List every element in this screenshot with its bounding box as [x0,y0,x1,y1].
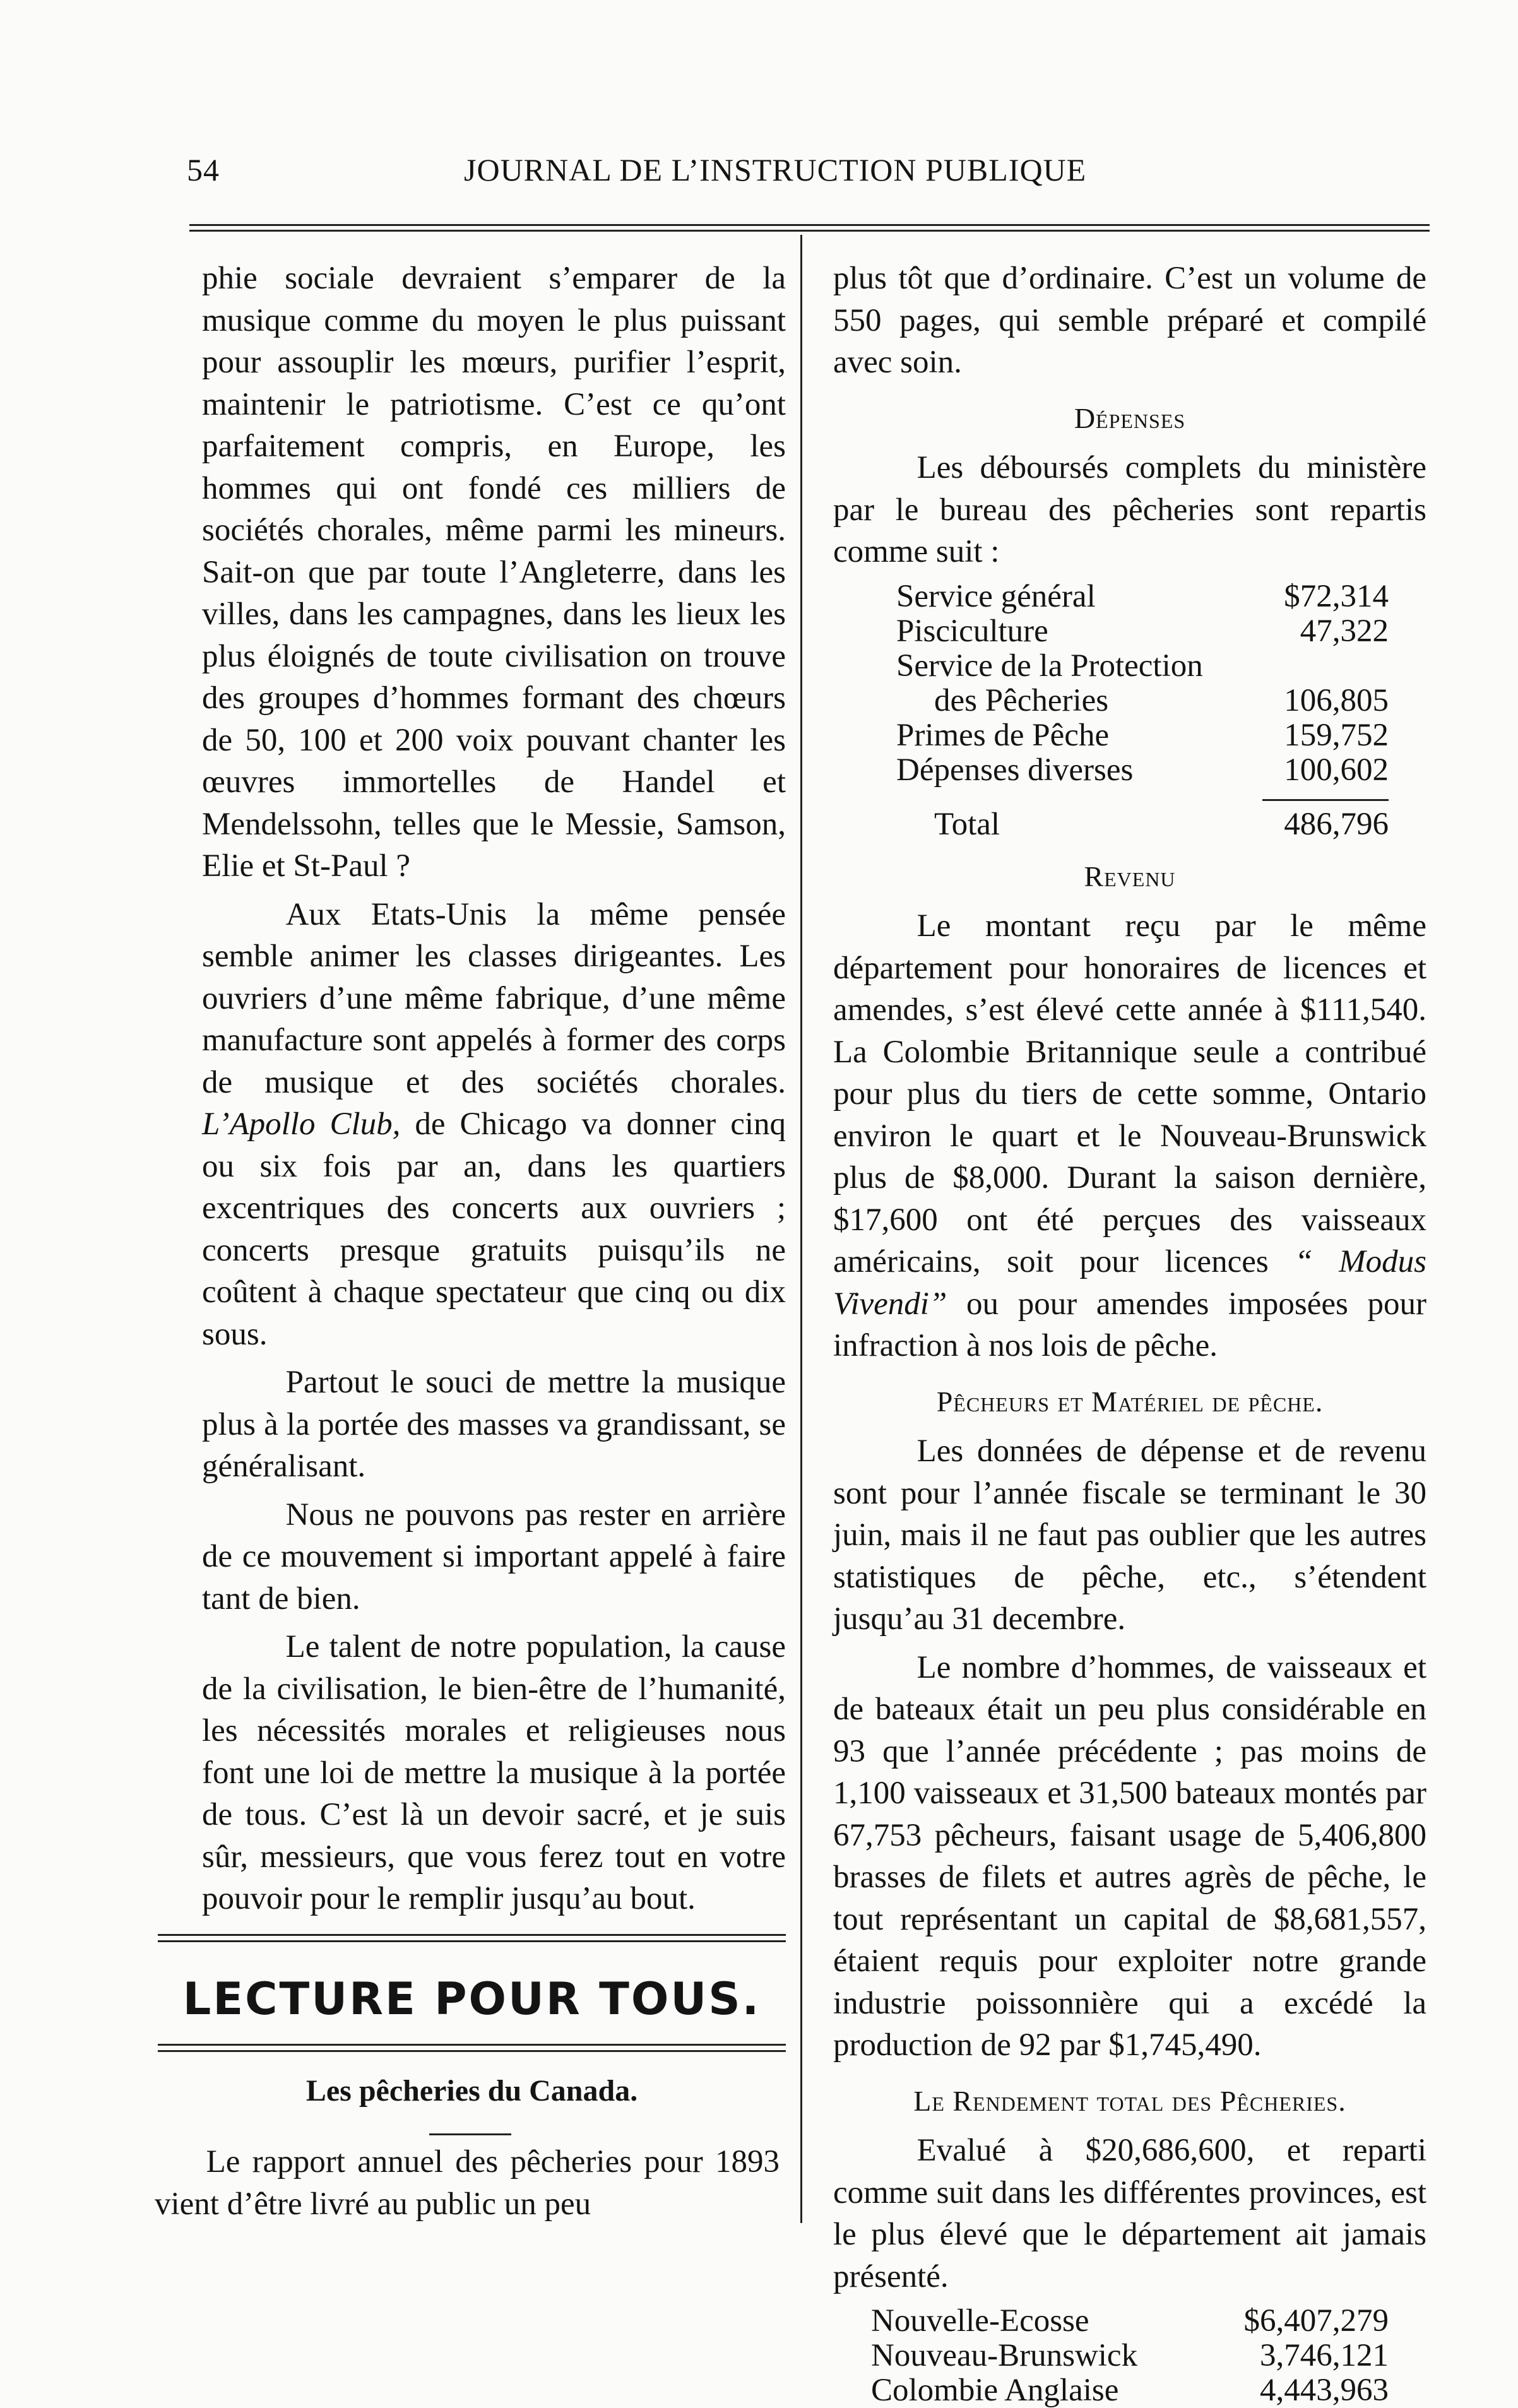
paragraph: Partout le souci de mettre la musique plus à la portée des masses va grandissant, se généralisant. [202,1365,786,1484]
depenses-table [896,579,1389,842]
table-row [896,614,1389,649]
paragraph-text: ou pour amendes imposées pour infraction à nos lois de pêche. [833,1286,1427,1363]
paragraph: Le nombre d’hommes, de vaisseaux et de bateaux était un peu plus considérable en 93 que l’année précédente ; pas moins de 1,100 vaisseaux et 31,500 bateaux montés par 67,753 pêcheurs, faisant usage de 5,406,800 brasses de filets et autres agrès de pêche, le tout représentant un capital de $8,681,557, étaient requis pour exploiter notre grande industrie poissonnière qui a excédé la production de 92 par $1,745,490. [833,1649,1426,2063]
table-cell: 159,752 [1284,717,1389,753]
table-cell: Pisciculture [896,613,1048,649]
section-rule-top-2 [158,1940,786,1942]
paragraph: Les déboursés complets du ministère par le bureau des pêcheries sont repartis comme suit : [833,450,1426,569]
paragraph: plus tôt que d’ordinaire. C’est un volume de 550 pages, qui semble préparé et compilé avec soin. [833,261,1426,380]
table-row [896,579,1389,614]
table-cell: Dépenses diverses [896,752,1134,788]
section-rule-bottom-2 [158,2050,786,2052]
paragraph-text: Le montant reçu par le même département pour honoraires de licences et amendes, s’est élevé cette année à $111,540. La Colombie Britannique seule a contribué pour plus du tiers de cette somme, Ontario environ le quart et le Nouveau-Brunswick plus de $8,000. Durant la saison dernière, $17,600 ont été perçues des vaisseaux américains, soit pour licences [833,908,1426,1279]
depenses-heading: Dépenses [1074,401,1186,434]
paragraph: Les données de dépense et de revenu sont pour l’année fiscale se terminant le 30 juin, mais il ne faut pas oublier que les autres statistiques de pêche, etc., s’étendent jusqu’au 31 decembre. [833,1433,1426,1637]
section-title: LECTURE POUR TOUS. [182,1973,761,2025]
table-cell: Service de la Protection [896,648,1203,684]
table-cell: Colombie Anglaise [871,2373,1119,2408]
table-row [871,2373,1389,2408]
table-cell: Primes de Pêche [896,717,1110,753]
section-rule-bottom [158,2044,786,2046]
table-row [896,684,1389,718]
article-title: Les pêcheries du Canada. [305,2074,638,2108]
column-divider [800,235,802,2223]
paragraph [202,894,786,1356]
revenu-heading: Revenu [1084,860,1176,893]
rendement-table [871,2304,1389,2408]
paragraph: Evalué à $20,686,600, et reparti comme suit dans les différentes provinces, est le plus élevé que le département ait jamais présenté. [833,2133,1426,2294]
modus-vivendi: “ Modus Vivendi” [833,1244,1426,1322]
total-label: Total [934,806,1000,842]
table-cell: Nouveau-Brunswick [871,2338,1138,2373]
header-rule-bottom [189,230,1430,232]
total-value: 486,796 [1284,806,1389,842]
total-row [896,807,1389,842]
article-divider [429,2133,511,2135]
table-cell: Nouvelle-Ecosse [871,2303,1089,2339]
article-intro-block [155,2141,780,2231]
table-cell: 4,443,963 [1260,2373,1389,2408]
paragraph: phie sociale devraient s’emparer de la musique comme du moyen le plus puissant pour assouplir les mœurs, purifier l’esprit, maintenir le patriotisme. C’est ce qu’ont parfaitement compris, en Europe, les hommes qui ont fondé ces milliers de sociétés chorales, même parmi les mineurs. Sait-on que par toute l’Angleterre, dans les villes, dans les campagnes, dans les lieux les plus éloignés de toute civilisation on trouve des groupes d’hommes formant des chœurs de 50, 100 et 200 voix pouvant chanter les œuvres immortelles de Handel et Mendelssohn, telles que le Messie, Samson, Elie et St-Paul ? [202,261,786,884]
table-cell: des Pêcheries [934,682,1109,718]
page-number: 54 [187,152,220,187]
paragraph [833,905,1426,1367]
rendement-heading: Le Rendement total des Pêcheries. [913,2084,1346,2117]
table-cell: Service général [896,578,1096,614]
table-row [896,753,1389,788]
table-cell: $72,314 [1284,578,1389,614]
pecheurs-heading: Pêcheurs et Matériel de pêche. [936,1385,1324,1418]
table-cell: 106,805 [1284,682,1389,718]
table-row [871,2304,1389,2339]
table-row [896,649,1389,684]
running-title: JOURNAL DE L’INSTRUCTION PUBLIQUE [464,152,1087,187]
section-rule-top [158,1934,786,1936]
table-cell: $6,407,279 [1243,2303,1389,2339]
apollo-club: L’Apollo Club, [202,1106,401,1142]
table-cell: 3,746,121 [1260,2338,1389,2373]
table-row [896,788,1389,807]
paragraph-text: Aux Etats-Unis la même pensée semble animer les classes dirigeantes. Les ouvriers d’une même fabrique, d’une même manufacture sont appelés à former des corps de musique et des sociétés chorales. [202,896,786,1100]
table-cell [1245,649,1389,684]
left-column [202,258,786,1926]
header-rule-top [189,224,1430,226]
table-row [871,2339,1389,2373]
table-cell: 100,602 [1284,752,1389,788]
paragraph: Nous ne pouvons pas rester en arrière de ce mouvement si important appelé à faire tant de bien. [202,1497,786,1616]
table-cell: 47,322 [1300,613,1389,649]
paragraph-text: de Chicago va donner cinq ou six fois par an, dans les quartiers excentriques des concerts aux ouvriers ; concerts presque gratuits puisqu’ils ne coûtent à chaque spectateur que cinq ou dix sous. [202,1106,786,1352]
table-row [896,718,1389,753]
paragraph: Le talent de notre population, la cause de la civilisation, le bien-être de l’humanité, les nécessités morales et religieuses nous font une loi de mettre la musique à la portée de tous. C’est là un devoir sacré, et je suis sûr, messieurs, que vous ferez tout en votre pouvoir pour le remplir jusqu’au bout. [202,1629,786,1916]
total-rule [1262,799,1389,801]
article-intro: Le rapport annuel des pêcheries pour 1893 vient d’être livré au public un peu [155,2144,780,2222]
right-column [833,258,1426,2408]
